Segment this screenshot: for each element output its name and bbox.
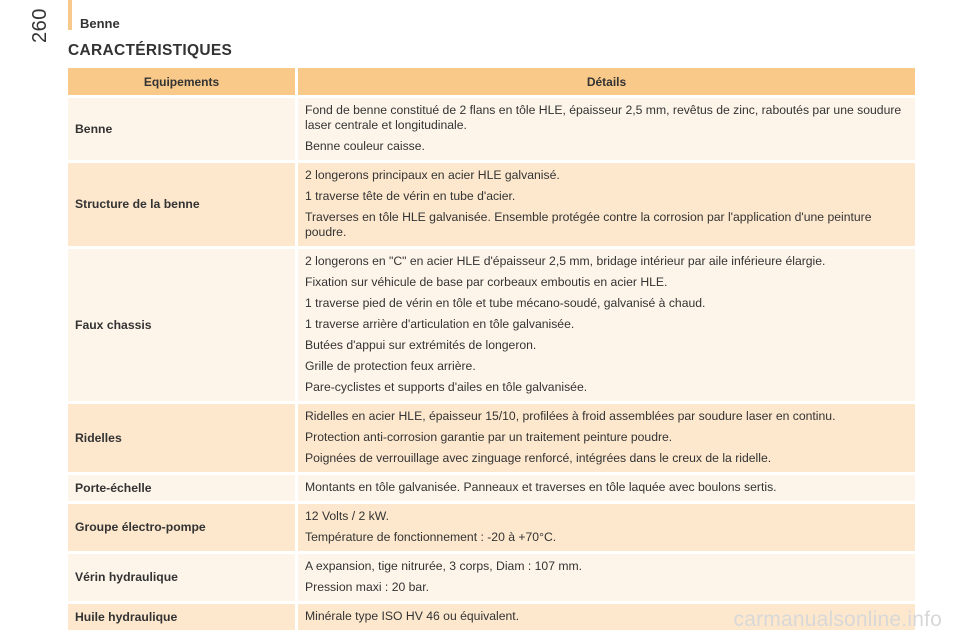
row-label: Benne xyxy=(68,95,298,160)
detail-line: 2 longerons en "C" en acier HLE d'épaisseur 2,5 mm, bridage intérieur par aile inférieure élargie. xyxy=(305,254,826,268)
detail-line: Montants en tôle galvanisée. Panneaux et traverses en tôle laquée avec boulons sertis. xyxy=(305,480,777,494)
row-details xyxy=(298,472,915,501)
detail-line: Pare-cyclistes et supports d'ailes en tôle galvanisée. xyxy=(305,380,588,394)
table-row xyxy=(68,160,915,246)
detail-line: 2 longerons principaux en acier HLE galvanisé. xyxy=(305,168,560,182)
detail-line: Minérale type ISO HV 46 ou équivalent. xyxy=(305,609,520,623)
section-accent-bar xyxy=(68,0,72,30)
table-row xyxy=(68,401,915,472)
row-details xyxy=(298,95,915,160)
detail-line: Température de fonctionnement : -20 à +70°C. xyxy=(305,530,557,544)
section-label: Benne xyxy=(80,16,120,31)
detail-line: Ridelles en acier HLE, épaisseur 15/10, profilées à froid assemblées par soudure laser en continu. xyxy=(305,409,836,423)
detail-line: 1 traverse pied de vérin en tôle et tube mécano-soudé, galvanisé à chaud. xyxy=(305,296,706,310)
detail-line: Benne couleur caisse. xyxy=(305,139,425,153)
row-label: Structure de la benne xyxy=(68,160,298,246)
detail-line: 1 traverse arrière d'articulation en tôle galvanisée. xyxy=(305,317,575,331)
row-label: Huile hydraulique xyxy=(68,601,298,630)
specifications-table xyxy=(68,68,915,630)
row-details xyxy=(298,401,915,472)
row-details xyxy=(298,160,915,246)
detail-line: Fixation sur véhicule de base par corbeaux emboutis en acier HLE. xyxy=(305,275,668,289)
table-header-row xyxy=(68,68,915,95)
table-row xyxy=(68,551,915,601)
detail-line: 12 Volts / 2 kW. xyxy=(305,509,389,523)
watermark: carmanualsonline.info xyxy=(733,608,942,631)
row-label: Faux chassis xyxy=(68,246,298,401)
table-row xyxy=(68,95,915,160)
table-body xyxy=(68,95,915,630)
detail-line: Butées d'appui sur extrémités de longeron. xyxy=(305,338,537,352)
detail-line: Poignées de verrouillage avec zinguage renforcé, intégrées dans le creux de la ridelle. xyxy=(305,451,772,465)
row-label: Ridelles xyxy=(68,401,298,472)
detail-line: Traverses en tôle HLE galvanisée. Ensemble protégée contre la corrosion par l'application d'une peinture poudre. xyxy=(305,210,872,239)
detail-line: Protection anti-corrosion garantie par un traitement peinture poudre. xyxy=(305,430,673,444)
detail-line: Grille de protection feux arrière. xyxy=(305,359,476,373)
row-details xyxy=(298,246,915,401)
detail-line: 1 traverse tête de vérin en tube d'acier. xyxy=(305,189,516,203)
table-row xyxy=(68,246,915,401)
row-label: Groupe électro-pompe xyxy=(68,501,298,551)
detail-line: Pression maxi : 20 bar. xyxy=(305,580,429,594)
table-row xyxy=(68,501,915,551)
row-details xyxy=(298,551,915,601)
column-header-details: Détails xyxy=(298,68,915,95)
page-title: CARACTÉRISTIQUES xyxy=(68,42,233,59)
row-label: Porte-échelle xyxy=(68,472,298,501)
table-row xyxy=(68,472,915,501)
row-label: Vérin hydraulique xyxy=(68,551,298,601)
row-details xyxy=(298,501,915,551)
page-number: 260 xyxy=(29,8,51,43)
detail-line: A expansion, tige nitrurée, 3 corps, Diam : 107 mm. xyxy=(305,559,583,573)
column-header-equipments: Equipements xyxy=(68,68,298,95)
detail-line: Fond de benne constitué de 2 flans en tôle HLE, épaisseur 2,5 mm, revêtus de zinc, raboutés par une soudure laser centrale et longitudinale. xyxy=(305,103,902,132)
